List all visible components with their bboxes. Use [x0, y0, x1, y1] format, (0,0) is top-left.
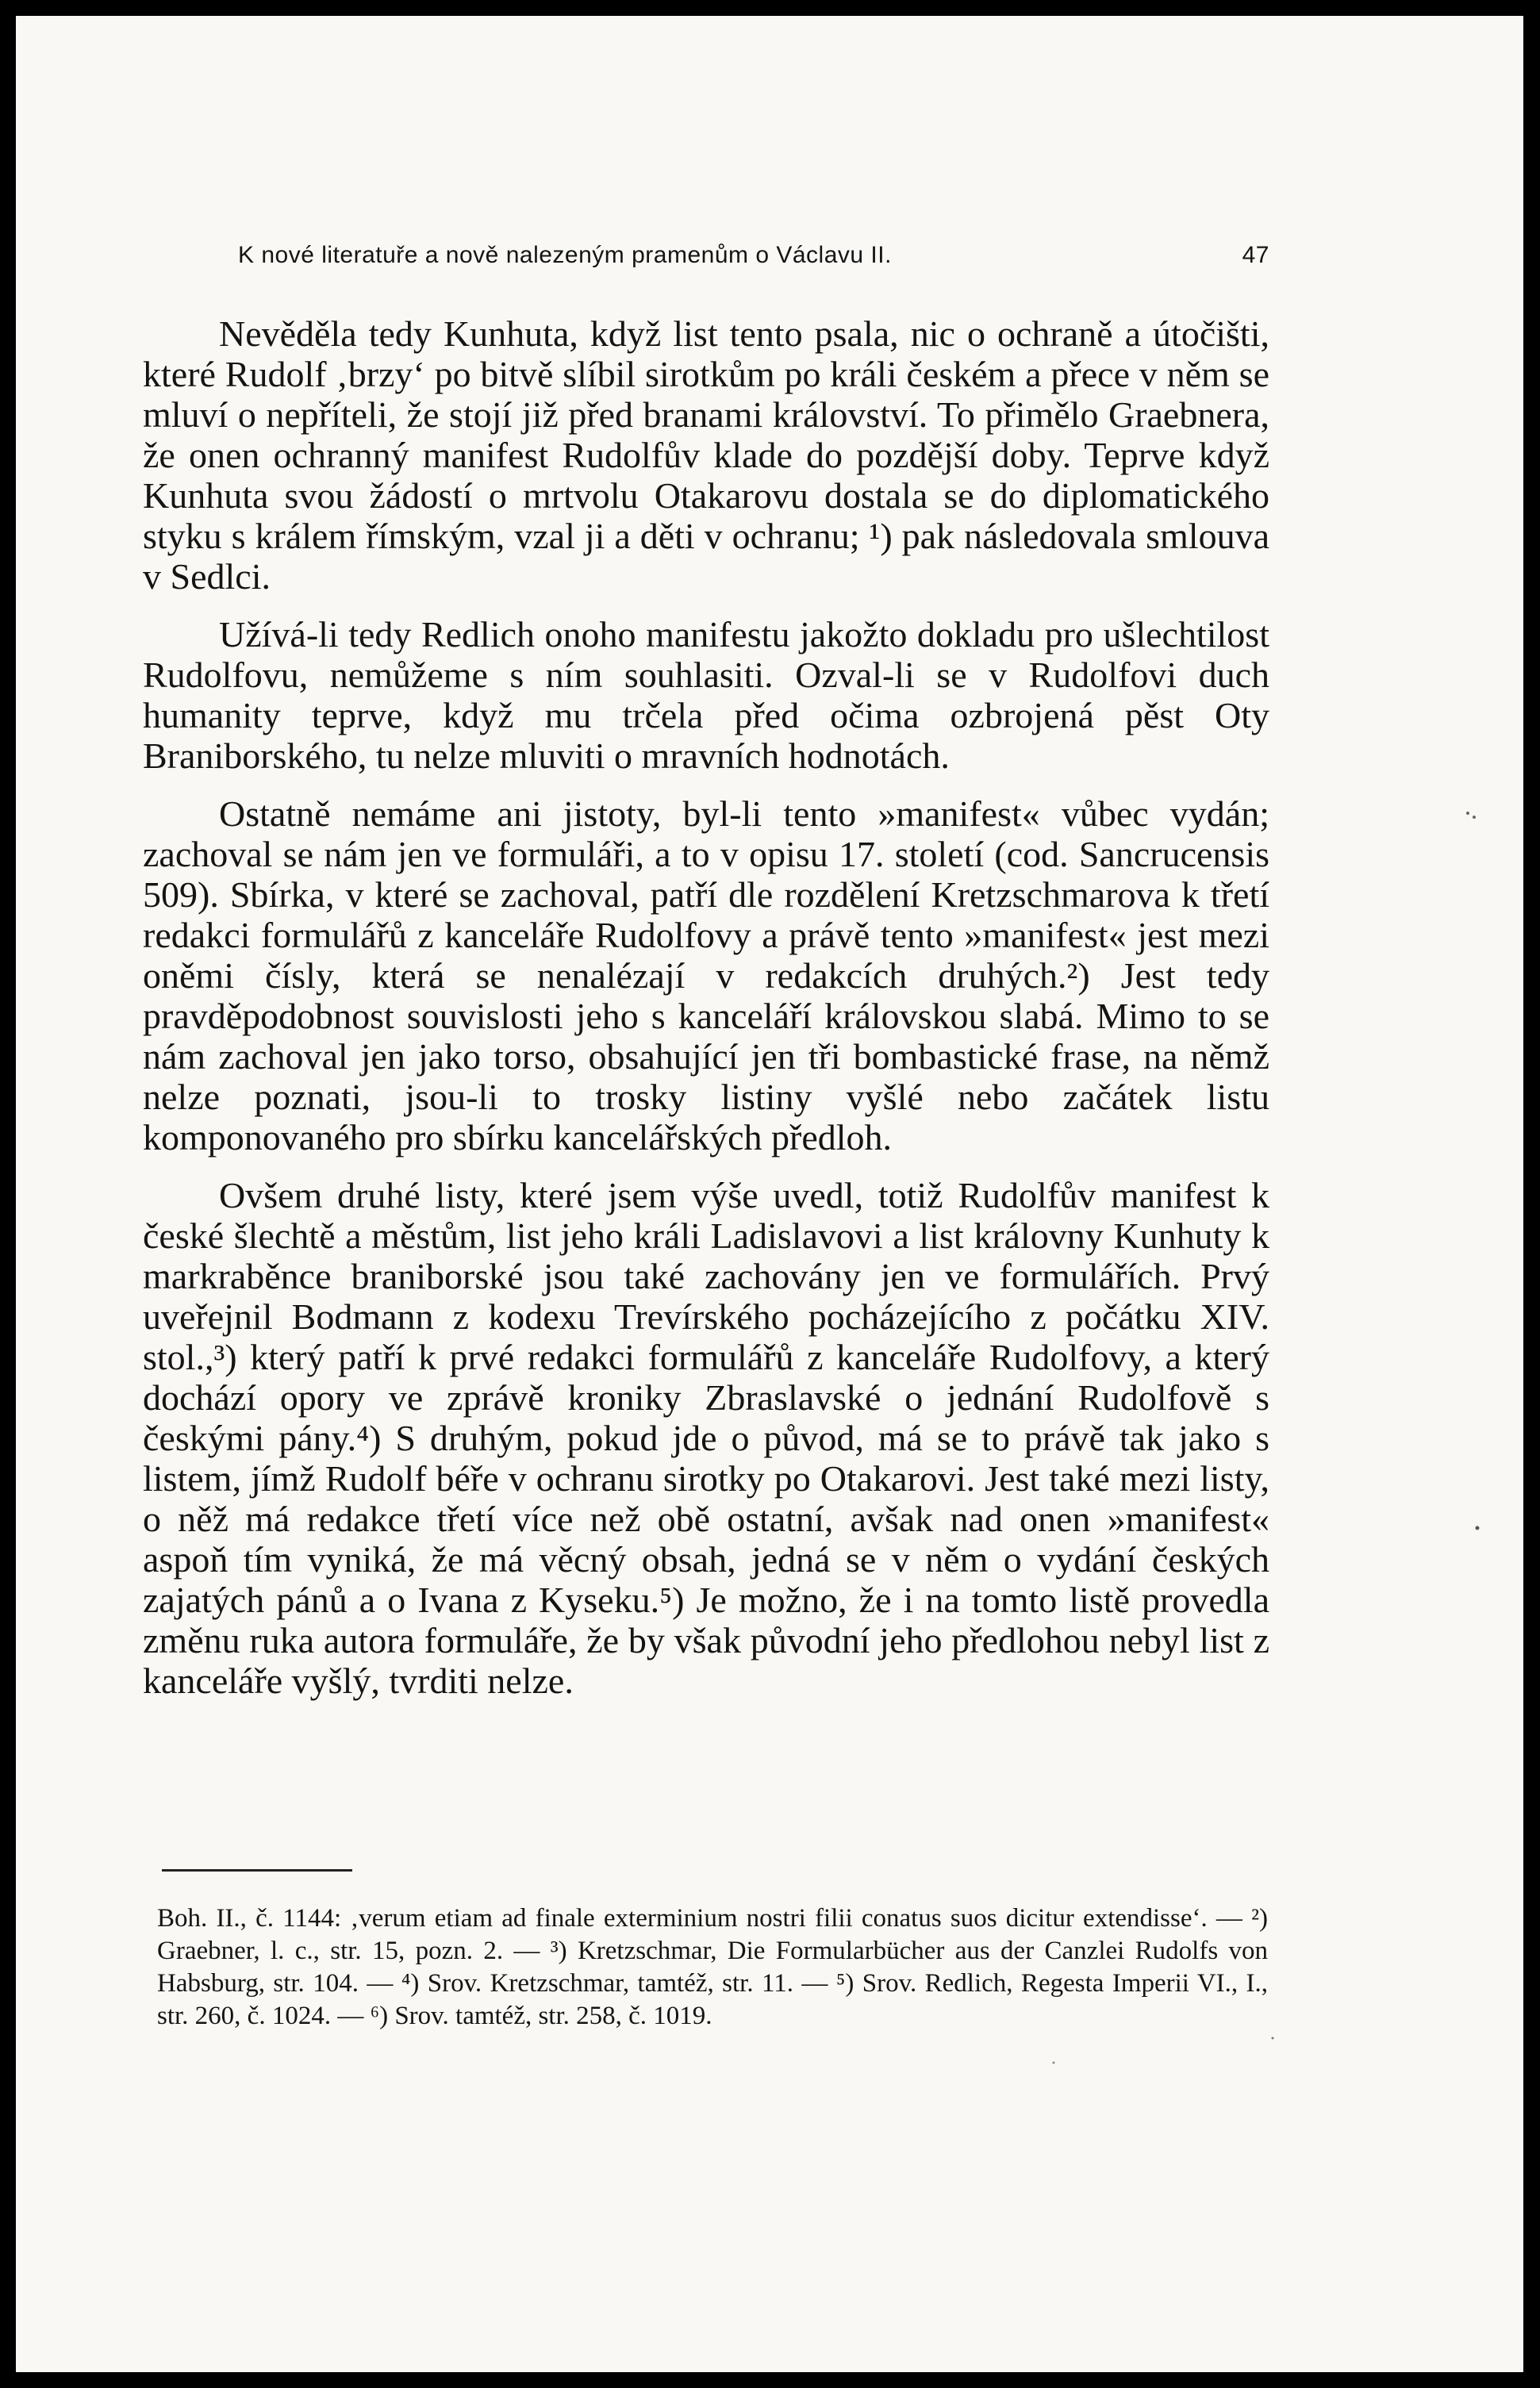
paragraph: Ostatně nemáme ani jistoty, byl-li tento »manifest« vůbec vydán; zachoval se nám jen ve formuláři, a to v opisu 17. století (cod. Sancrucensis 509). Sbírka, v které se zachoval, patří dle rozdělení Kretzschmarova k třetí redakci formulářů z kanceláře Rudolfovy a právě tento »manifest« jest mezi oněmi čísly, která se nenalézají v redakcích druhých.²) Jest tedy pravděpodobnost souvislosti jeho s kanceláří královskou slabá. Mimo to se nám zachoval jen jako torso, obsahující jen tři bombastické frase, na němž nelze poznati, jsou-li to trosky listiny vyšlé nebo začátek listu komponovaného pro sbírku kancelářských předloh.	[143, 793, 1269, 1158]
speck	[1053, 2062, 1055, 2064]
paragraph: Nevěděla tedy Kunhuta, když list tento psala, nic o ochraně a útočišti, které Rudolf ‚brzy‘ po bitvě slíbil sirotkům po králi českém a přece v něm se mluví o nepříteli, že stojí již před branami království. To přimělo Graebnera, že onen ochranný manifest Rudolfův klade do pozdější doby. Teprve když Kunhuta svou žádostí o mrtvolu Otakarovu dostala se do diplomatického styku s králem římským, vzal ji a děti v ochranu; ¹) pak následovala smlouva v Sedlci.	[143, 313, 1269, 597]
speck	[1466, 812, 1469, 815]
scan-specks	[16, 16, 1523, 2372]
page-number: 47	[1242, 242, 1269, 268]
running-title: K nové literatuře a nově nalezeným pramenům o Václavu II.	[238, 242, 892, 268]
paragraph: Užívá-li tedy Redlich onoho manifestu jakožto dokladu pro ušlechtilost Rudolfovu, nemůžeme s ním souhlasiti. Ozval-li se v Rudolfovi duch humanity teprve, když mu trčela před očima ozbrojená pěst Oty Braniborského, tu nelze mluviti o mravních hodnotách.	[143, 614, 1269, 776]
speck	[1476, 1526, 1480, 1530]
footnote-text: Boh. II., č. 1144: ‚verum etiam ad finale exterminium nostri filii conatus suos dicitur extendisse‘. — ²) Graebner, l. c., str. 15, pozn. 2. — ³) Kretzschmar, Die Formularbücher aus der Canzlei Rudolfs von Habsburg, str. 104. — ⁴) Srov. Kretzschmar, tamtéž, str. 11. — ⁵) Srov. Redlich, Regesta Imperii VI., I., str. 260, č. 1024. — ⁶) Srov. tamtéž, str. 258, č. 1019.	[157, 1904, 1268, 2030]
book-page	[16, 16, 1523, 2372]
paragraph: Ovšem druhé listy, které jsem výše uvedl, totiž Rudolfův manifest k české šlechtě a městům, list jeho králi Ladislavovi a list královny Kunhuty k markraběnce braniborské jsou také zachovány jen ve formulářích. Prvý uveřejnil Bodmann z kodexu Trevírského pocházejícího z počátku XIV. stol.,³) který patří k prvé redakci formulářů z kanceláře Rudolfovy, a který dochází opory ve zprávě kroniky Zbraslavské o jednání Rudolfově s českými pány.⁴) S druhým, pokud jde o původ, má se to právě tak jako s listem, jímž Rudolf béře v ochranu sirotky po Otakarovi. Jest také mezi listy, o něž má redakce třetí více než obě ostatní, avšak nad onen »manifest« aspoň tím vyniká, že má věcný obsah, jedná se v něm o vydání českých zajatých pánů a o Ivana z Kyseku.⁵) Je možno, že i na tomto listě provedla změnu ruka autora formuláře, že by však původní jeho předlohou nebyl list z kanceláře vyšlý, tvrditi nelze.	[143, 1175, 1269, 1701]
speck	[1473, 816, 1476, 819]
speck	[1272, 2037, 1274, 2040]
